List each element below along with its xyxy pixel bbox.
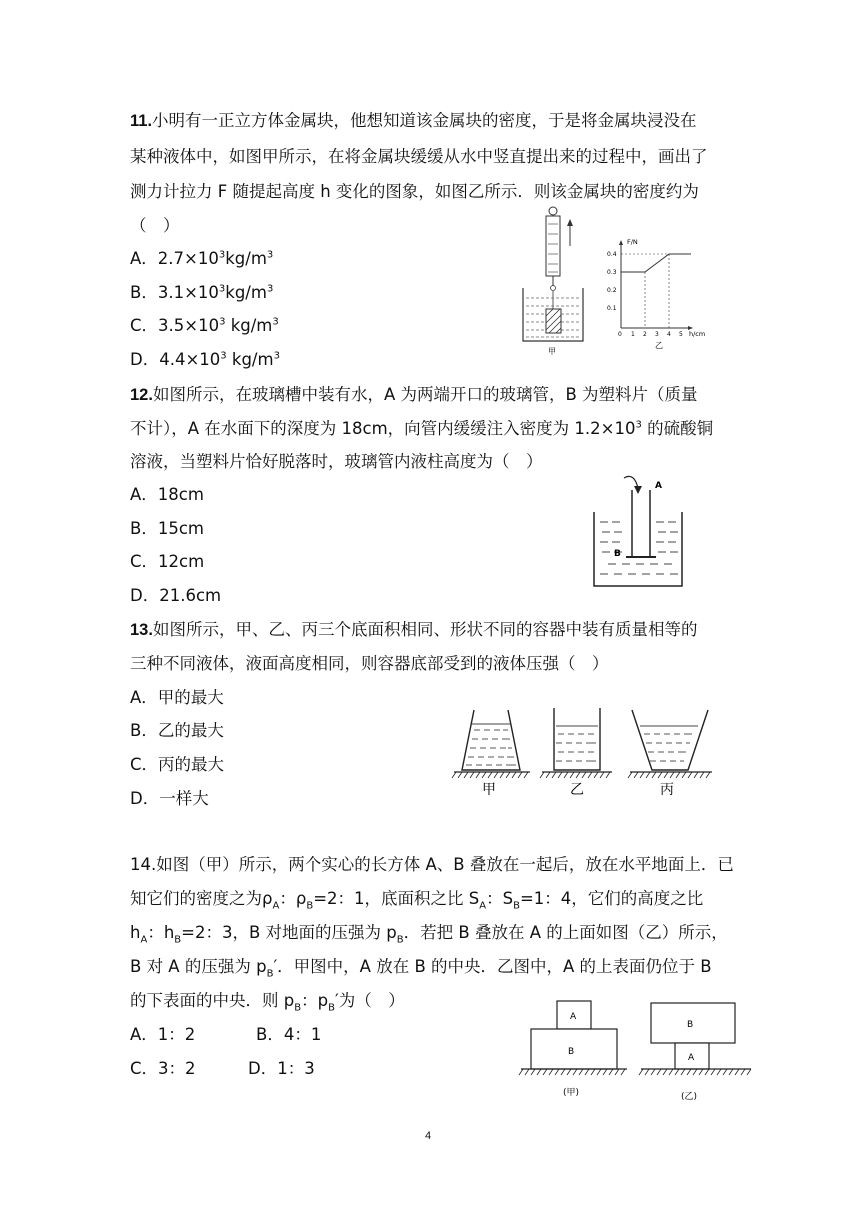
- option-text: 乙的最大: [157, 721, 224, 740]
- block-a-label: A: [570, 1012, 577, 1022]
- y-tick: 0.1: [607, 305, 617, 312]
- option-label: D．: [130, 586, 160, 605]
- text-fragment: ′．甲图中，A 放在 B 的中央．乙图中，A 的上表面仍位于 B: [273, 957, 712, 976]
- option-label: A．: [130, 485, 158, 504]
- subscript: B: [306, 900, 314, 912]
- q11-option-a[interactable]: [130, 249, 273, 269]
- q12-text-2: 不计），A 在水面下的深度为 18cm，向管内缓缓注入密度为 1.2×10: [130, 419, 636, 438]
- three-containers-figure: [450, 702, 718, 802]
- spring-scale-figure: [518, 206, 598, 356]
- q11-option-c[interactable]: [130, 316, 279, 336]
- text-fragment: ：S: [486, 889, 514, 908]
- option-label: C．: [130, 1059, 159, 1078]
- option-text: 3：2: [158, 1059, 196, 1078]
- option-exp: 3: [218, 283, 226, 295]
- text-fragment: ：h: [147, 923, 175, 942]
- subscript: B: [328, 1002, 335, 1014]
- option-value: 3.5×10: [158, 316, 220, 335]
- y-tick: 0.4: [607, 251, 617, 258]
- q13-option-b[interactable]: [130, 721, 224, 741]
- q12-text-1: 如图所示，在玻璃槽中装有水，A 为两端开口的玻璃管，B 为塑料片（质量: [152, 385, 698, 404]
- x-tick: 3: [655, 331, 659, 338]
- subscript: B: [174, 934, 182, 946]
- q12-sup: 3: [635, 419, 642, 431]
- q13-line-2: 三种不同液体，液面高度相同，则容器底部受到的液体压强（ ）: [130, 654, 609, 673]
- option-value: 2.7×10: [157, 249, 219, 268]
- option-label: B．: [130, 721, 158, 740]
- text-fragment: ：ρ: [279, 889, 307, 908]
- glass-tank-figure: [588, 470, 688, 595]
- q13-number: 13.: [130, 621, 153, 639]
- q13-option-c[interactable]: [130, 755, 224, 775]
- option-text: 18cm: [157, 485, 204, 504]
- option-label: D．: [130, 350, 160, 369]
- page-number: 4: [425, 1130, 432, 1142]
- option-exp: 3: [219, 316, 226, 328]
- q14-line-4: [130, 957, 712, 980]
- option-text: 21.6cm: [159, 586, 222, 605]
- option-exp: 3: [220, 350, 227, 362]
- q12-line-3: 溶液，当塑料片恰好脱落时，玻璃管内液柱高度为（ ）: [130, 452, 543, 471]
- fig-jia-label: (甲): [563, 1088, 580, 1098]
- subscript: B: [266, 968, 274, 980]
- option-label: D．: [130, 789, 160, 808]
- text-fragment: 知它们的密度之为ρ: [130, 889, 273, 908]
- q12-option-d[interactable]: [130, 586, 221, 606]
- text-fragment: ：p: [301, 991, 329, 1010]
- option-unit: kg/m: [226, 350, 274, 369]
- q12-line-1: [130, 385, 698, 405]
- fig-yi-label: (乙): [681, 1092, 698, 1102]
- container-bing-label: 丙: [660, 782, 674, 798]
- force-height-graph: [603, 232, 723, 350]
- plate-b-label: B: [614, 549, 621, 559]
- option-label: C．: [130, 552, 159, 571]
- option-unit-exp: 3: [266, 283, 274, 295]
- x-tick: 5: [679, 331, 683, 338]
- option-label: B．: [256, 1025, 284, 1044]
- q14-option-d[interactable]: [248, 1059, 315, 1079]
- stacked-blocks-figure: [515, 995, 755, 1105]
- q11-number: 11.: [130, 112, 153, 130]
- option-text: 12cm: [158, 552, 205, 571]
- q13-option-d[interactable]: [130, 789, 209, 809]
- option-unit: kg/m: [225, 283, 267, 302]
- option-label: B．: [130, 519, 158, 538]
- option-unit-exp: 3: [272, 316, 279, 328]
- block-b-label: B: [568, 1047, 575, 1057]
- q14-line-2: [130, 889, 704, 912]
- q12-line-2: [130, 419, 713, 439]
- graph-xlabel: h/cm: [689, 330, 706, 338]
- option-text: 丙的最大: [158, 755, 225, 774]
- q12-text-2-tail: 的硫酸铜: [641, 419, 714, 438]
- fig-jia-label: 甲: [548, 347, 556, 356]
- q11-text-1: 小明有一正立方体金属块，他想知道该金属块的密度，于是将金属块浸没在: [152, 111, 697, 130]
- q14-number: 14.: [130, 855, 157, 874]
- q12-option-b[interactable]: [130, 519, 204, 539]
- q12-option-a[interactable]: [130, 485, 204, 505]
- option-label: D．: [248, 1059, 278, 1078]
- option-exp: 3: [218, 249, 226, 261]
- option-text: 1：3: [277, 1059, 315, 1078]
- option-label: A．: [130, 249, 158, 268]
- option-unit: kg/m: [225, 249, 267, 268]
- q14-line-1: [130, 855, 734, 875]
- q13-option-a[interactable]: [130, 688, 224, 708]
- text-fragment: B 对 A 的压强为 p: [130, 957, 267, 976]
- q12-option-c[interactable]: [130, 552, 204, 572]
- x-tick: 2: [643, 331, 647, 338]
- option-value: 3.1×10: [157, 283, 219, 302]
- text-fragment: ．若把 B 叠放在 A 的上面如图（乙）所示，: [403, 923, 728, 942]
- x-tick: 4: [667, 331, 671, 338]
- graph-ylabel: F/N: [627, 238, 638, 246]
- subscript: B: [513, 900, 520, 912]
- option-label: C．: [130, 755, 159, 774]
- q11-line-1: [130, 111, 697, 131]
- q14-option-a[interactable]: [130, 1025, 195, 1045]
- option-label: A．: [130, 1025, 158, 1044]
- q11-option-b[interactable]: [130, 283, 273, 303]
- block-b-label: B: [687, 1020, 694, 1030]
- text-fragment: =2：1，底面积之比 S: [313, 889, 480, 908]
- subscript: A: [140, 934, 148, 946]
- option-unit-exp: 3: [273, 350, 280, 362]
- option-unit: kg/m: [225, 316, 273, 335]
- option-label: B．: [130, 283, 158, 302]
- x-tick: 1: [631, 331, 635, 338]
- text-fragment: =2：3，B 对地面的压强为 p: [181, 923, 397, 942]
- q12-number: 12.: [130, 386, 153, 404]
- q11-line-3: 测力计拉力 F 随提起高度 h 变化的图象，如图乙所示．则该金属块的密度约为: [130, 182, 699, 201]
- fig-yi-label: 乙: [655, 341, 663, 350]
- subscript: A: [272, 900, 280, 912]
- option-text: 1：2: [157, 1025, 196, 1044]
- q14-line-5: [130, 991, 405, 1014]
- q11-line-2: 某种液体中，如图甲所示，在将金属块缓缓从水中竖直提出来的过程中，画出了: [130, 147, 708, 166]
- container-yi-label: 乙: [570, 782, 584, 798]
- text-fragment: =1：4，它们的高度之比: [519, 889, 704, 908]
- text-fragment: 的下表面的中央．则 p: [130, 991, 295, 1010]
- option-text: 一样大: [159, 789, 209, 808]
- option-text: 15cm: [157, 519, 204, 538]
- subscript: B: [294, 1002, 302, 1014]
- q14-text-1: 如图（甲）所示，两个实心的长方体 A、B 叠放在一起后，放在水平地面上．已: [156, 855, 734, 874]
- q14-option-c[interactable]: [130, 1059, 196, 1079]
- q14-line-3: [130, 923, 728, 946]
- y-tick: 0.3: [607, 269, 617, 276]
- block-a-label: A: [688, 1053, 695, 1063]
- text-fragment: ′为（ ）: [334, 991, 405, 1010]
- subscript: B: [396, 934, 404, 946]
- q13-text-1: 如图所示，甲、乙、丙三个底面积相同、形状不同的容器中装有质量相等的: [152, 620, 698, 639]
- subscript: A: [479, 900, 487, 912]
- text-fragment: h: [130, 923, 141, 942]
- option-label: C．: [130, 316, 159, 335]
- option-value: 4.4×10: [159, 350, 221, 369]
- q13-line-1: [130, 620, 697, 640]
- option-unit-exp: 3: [266, 249, 274, 261]
- q14-option-b[interactable]: [256, 1025, 321, 1045]
- tube-a-label: A: [655, 481, 662, 491]
- q11-option-d[interactable]: [130, 350, 280, 370]
- q11-line-4: （ ）: [130, 216, 180, 235]
- option-label: A．: [130, 688, 158, 707]
- y-tick: 0.2: [607, 287, 617, 294]
- container-jia-label: 甲: [482, 782, 496, 798]
- x-tick: 0: [618, 331, 622, 338]
- option-text: 甲的最大: [157, 688, 224, 707]
- option-text: 4：1: [283, 1025, 322, 1044]
